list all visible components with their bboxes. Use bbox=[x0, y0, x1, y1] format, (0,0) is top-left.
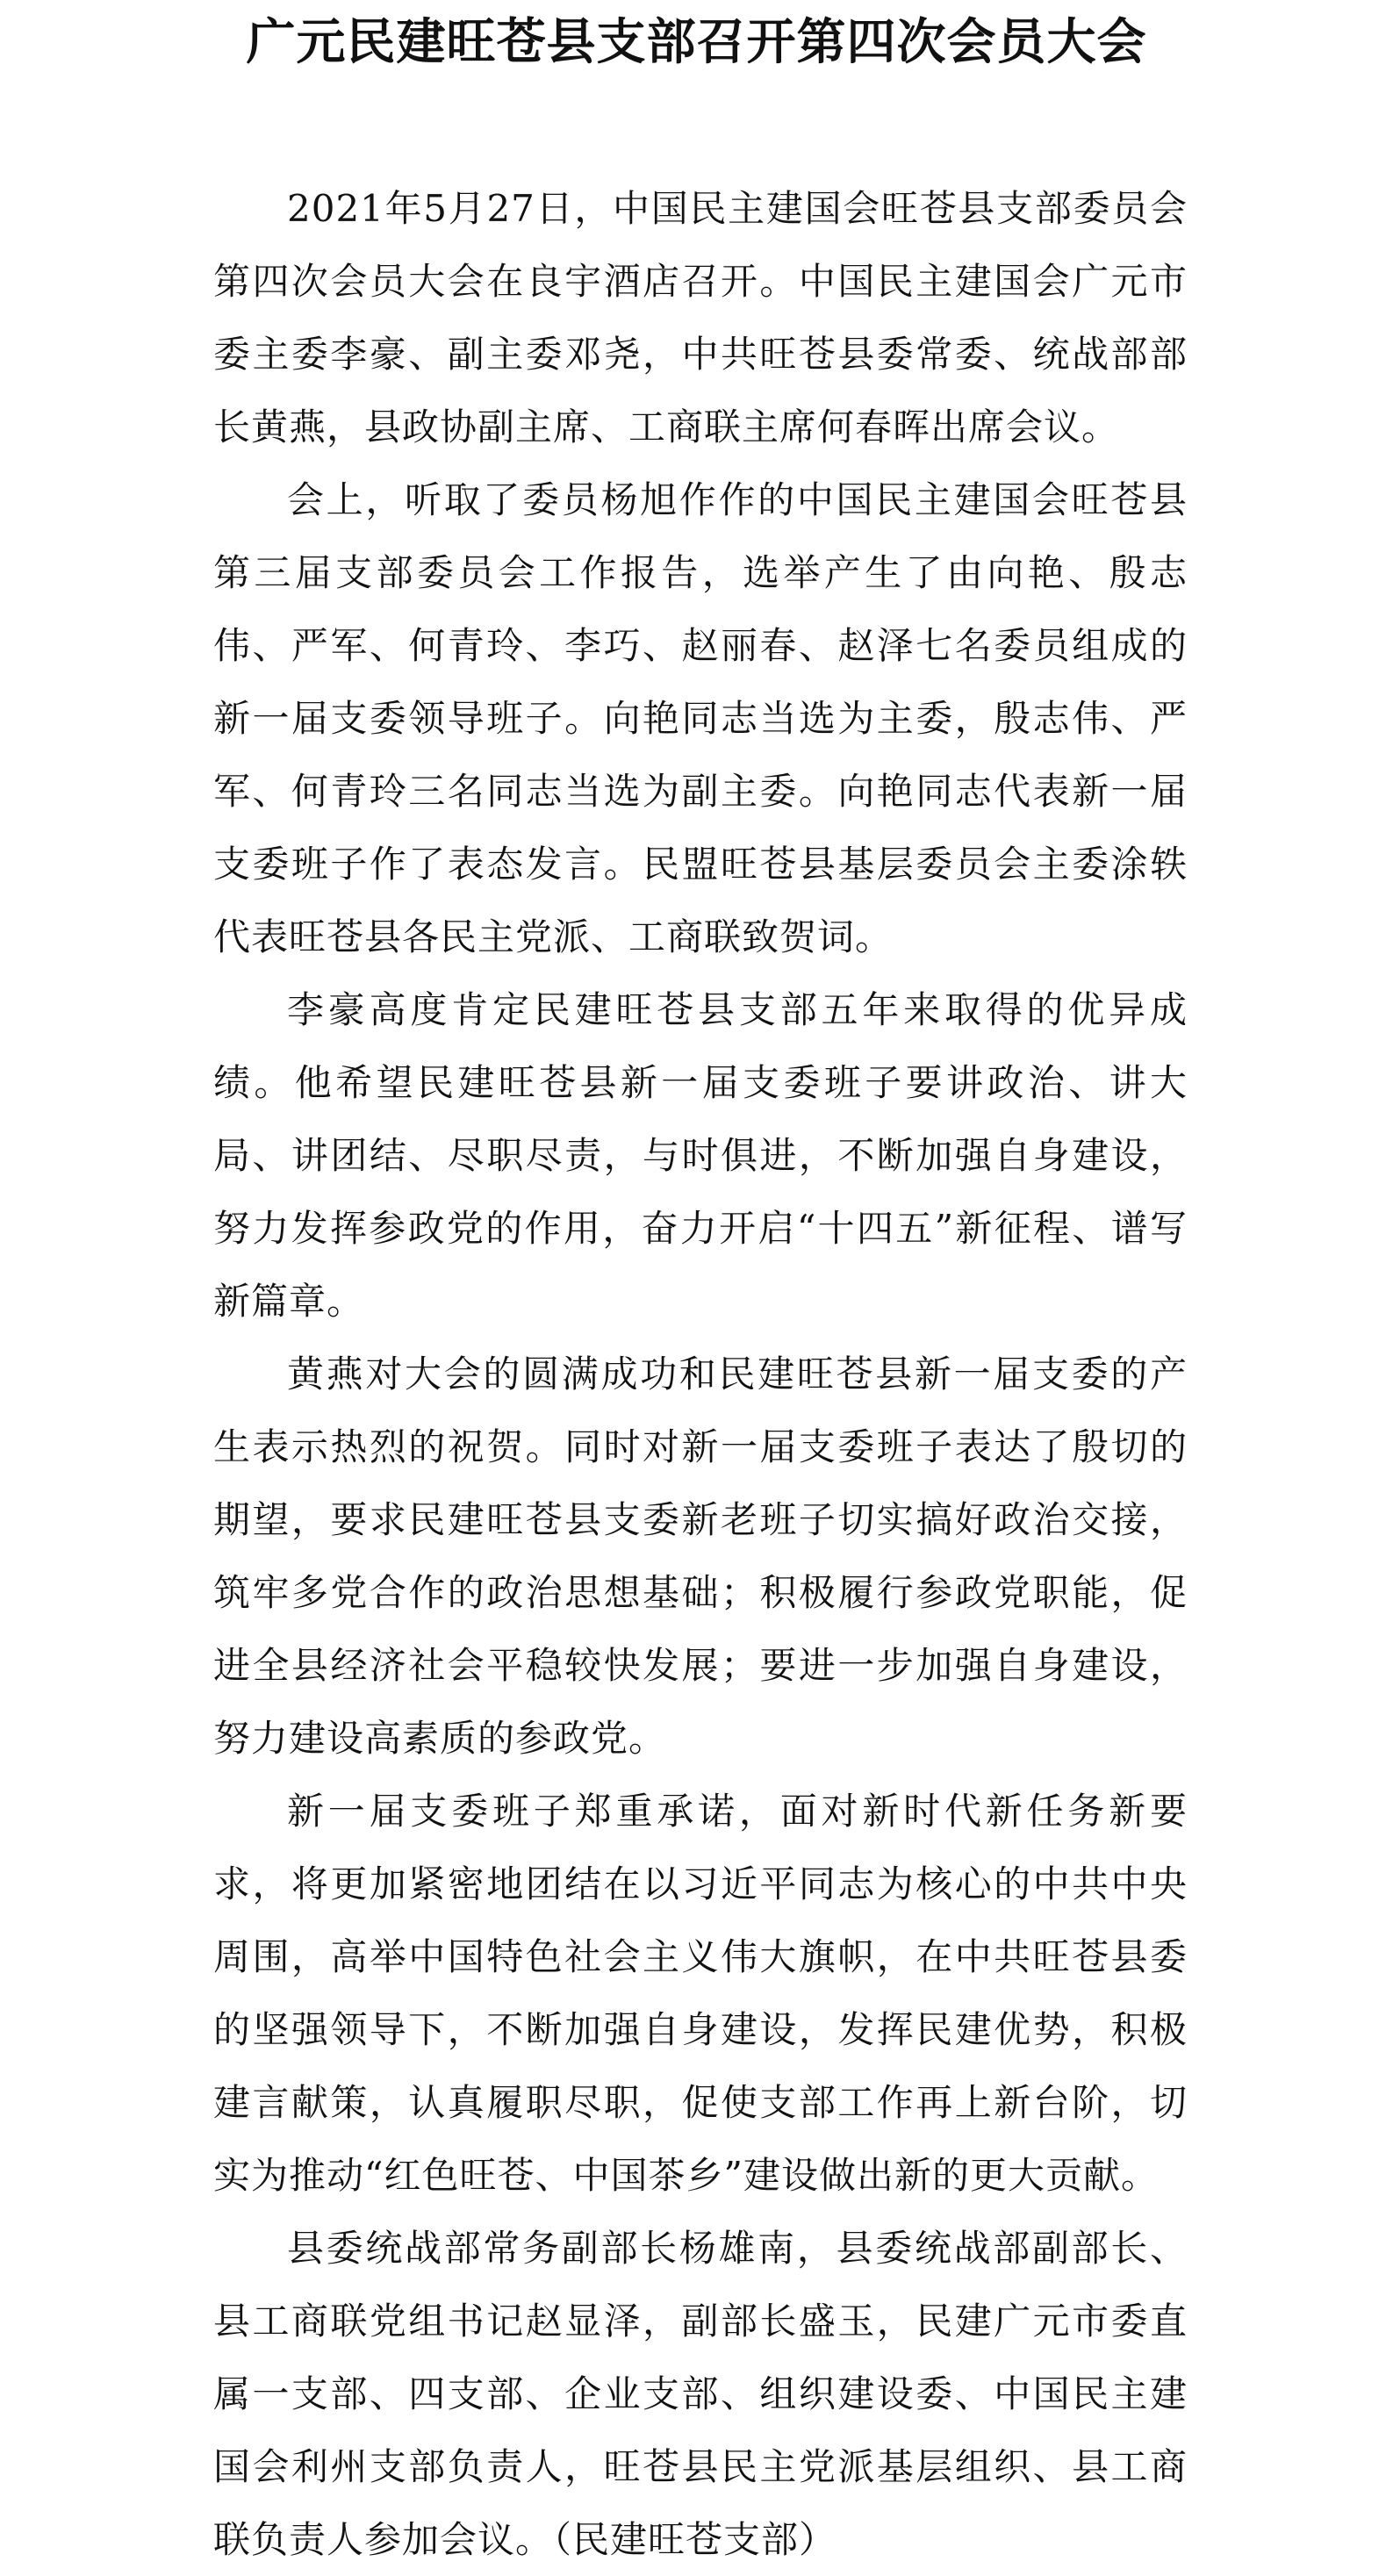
paragraph-3: 李豪高度肯定民建旺苍县支部五年来取得的优异成绩。他希望民建旺苍县新一届支委班子要讲政治、讲大局、讲团结、尽职尽责，与时俱进，不断加强自身建设，努力发挥参政党的作用，奋力开启“十四五”新征程、谱写新篇章。 bbox=[213, 988, 1188, 1323]
paragraph-1: 2021年5月27日，中国民主建国会旺苍县支部委员会第四次会员大会在良宇酒店召开。中国民主建国会广元市委主委李豪、副主委邓尧，中共旺苍县委常委、统战部部长黄燕，县政协副主席、工商联主席何春晖出席会议。 bbox=[213, 187, 1188, 448]
article-body bbox=[213, 172, 1188, 2576]
paragraph-2: 会上，听取了委员杨旭作作的中国民主建国会旺苍县第三届支部委员会工作报告，选举产生了由向艳、殷志伟、严军、何青玲、李巧、赵丽春、赵泽七名委员组成的新一届支委领导班子。向艳同志当选为主委，殷志伟、严军、何青玲三名同志当选为副主委。向艳同志代表新一届支委班子作了表态发言。民盟旺苍县基层委员会主委涂轶代表旺苍县各民主党派、工商联致贺词。 bbox=[213, 478, 1188, 958]
paragraph-4: 黄燕对大会的圆满成功和民建旺苍县新一届支委的产生表示热烈的祝贺。同时对新一届支委班子表达了殷切的期望，要求民建旺苍县支委新老班子切实搞好政治交接，筑牢多党合作的政治思想基础；积极履行参政党职能，促进全县经济社会平稳较快发展；要进一步加强自身建设，努力建设高素质的参政党。 bbox=[213, 1353, 1188, 1760]
article-title: 广元民建旺苍县支部召开第四次会员大会 bbox=[246, 13, 1147, 71]
paragraph-5: 新一届支委班子郑重承诺，面对新时代新任务新要求，将更加紧密地团结在以习近平同志为核心的中共中央周围，高举中国特色社会主义伟大旗帜，在中共旺苍县委的坚强领导下，不断加强自身建设，发挥民建优势，积极建言献策，认真履职尽职，促使支部工作再上新台阶，切实为推动“红色旺苍、中国茶乡”建设做出新的更大贡献。 bbox=[213, 1790, 1188, 2197]
paragraph-6: 县委统战部常务副部长杨雄南，县委统战部副部长、县工商联党组书记赵显泽，副部长盛玉，民建广元市委直属一支部、四支部、企业支部、组织建设委、中国民主建国会利州支部负责人，旺苍县民主党派基层组织、县工商联负责人参加会议。（民建旺苍支部） bbox=[213, 2227, 1188, 2561]
